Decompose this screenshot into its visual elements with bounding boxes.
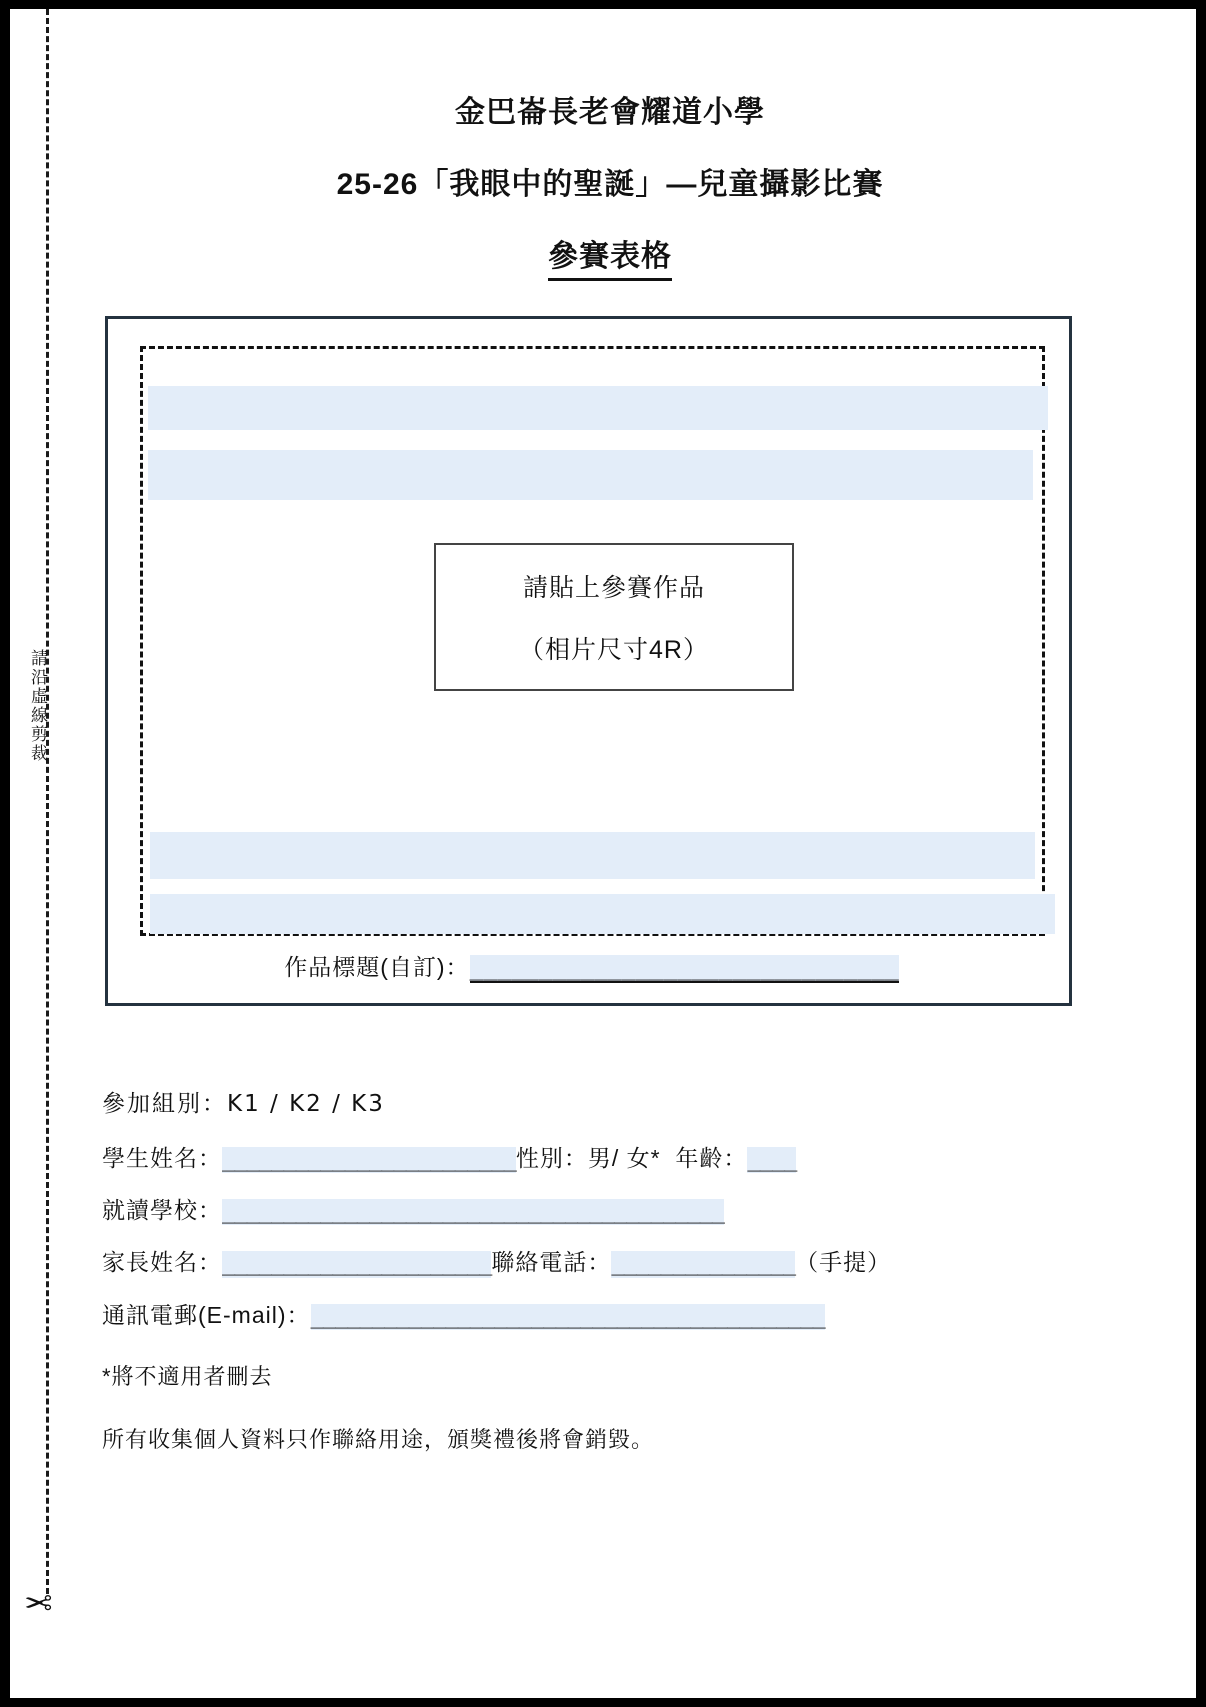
privacy-note: 所有收集個人資料只作聯絡用途，頒獎禮後將會銷毀。: [102, 1427, 655, 1453]
age-input[interactable]: ____: [747, 1146, 797, 1172]
work-title-input[interactable]: _______________________________: [469, 955, 899, 981]
work-title-row: [108, 949, 1075, 983]
cut-dashed-line: [46, 9, 49, 1594]
parent-name-label: 家長姓名：: [102, 1249, 222, 1276]
phone-label: 聯絡電話：: [491, 1249, 612, 1276]
applicant-form: [102, 1091, 1102, 1454]
school-name: 金巴崙長老會耀道小學: [455, 96, 765, 129]
school-input[interactable]: _________________________________________: [222, 1198, 725, 1224]
highlight-band-1: [148, 386, 1048, 430]
work-title-label: 作品標題(自訂)：: [284, 954, 470, 980]
form-name: 參賽表格: [548, 231, 672, 281]
parent-row: [102, 1249, 1102, 1277]
group-row: [102, 1091, 1102, 1119]
group-label: 參加組別：: [102, 1091, 227, 1117]
paste-instruction-line-2: （相片尺寸4R）: [519, 636, 709, 664]
email-input[interactable]: __________________________________________: [310, 1303, 825, 1329]
group-options[interactable]: K1 / K2 / K3: [227, 1091, 385, 1117]
student-name-input[interactable]: ________________________: [222, 1146, 516, 1172]
delete-note: *將不適用者刪去: [102, 1364, 273, 1390]
school-row: [102, 1197, 1102, 1225]
highlight-band-3: [150, 832, 1035, 879]
highlight-band-4: [150, 894, 1055, 934]
contest-name: 25-26「我眼中的聖誕」—兒童攝影比賽: [336, 168, 884, 201]
age-label: 年齡：: [675, 1144, 748, 1171]
form-sheet: [10, 9, 1196, 1698]
scissors-icon: ✂: [24, 1585, 53, 1623]
paste-instruction-line-1: 請貼上參賽作品: [522, 574, 705, 602]
phone-input[interactable]: _______________: [611, 1251, 796, 1277]
photo-entry-card: [105, 316, 1072, 1006]
email-row: [102, 1302, 1102, 1330]
student-name-label: 學生姓名：: [102, 1144, 222, 1171]
photo-paste-box[interactable]: [434, 543, 794, 691]
parent-name-input[interactable]: ______________________: [222, 1251, 492, 1277]
school-label: 就讀學校：: [102, 1196, 222, 1223]
cut-instruction-label: 請沿虛線剪裁: [28, 649, 47, 763]
phone-suffix: （手提）: [795, 1249, 892, 1276]
highlight-band-2: [148, 450, 1033, 500]
gender-label[interactable]: 性別：男/ 女*: [515, 1144, 661, 1171]
page-title: [120, 87, 1100, 281]
student-name-row: [102, 1145, 1102, 1173]
email-label: 通訊電郵(E-mail)：: [102, 1301, 311, 1328]
